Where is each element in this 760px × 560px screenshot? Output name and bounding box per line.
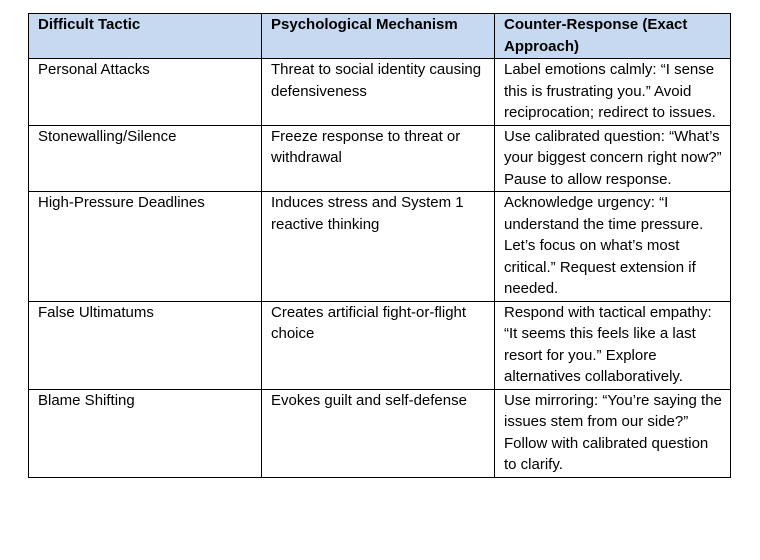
cell-tactic: High-Pressure Deadlines [29, 192, 262, 302]
table-header-row [29, 14, 731, 59]
cell-response: Respond with tactical empathy: “It seems this feels like a last resort for you.” Explore alternatives collaboratively. [495, 301, 731, 389]
cell-tactic: Personal Attacks [29, 59, 262, 126]
column-header-tactic: Difficult Tactic [29, 14, 262, 59]
column-header-mechanism: Psychological Mechanism [262, 14, 495, 59]
cell-tactic: Blame Shifting [29, 389, 262, 477]
cell-response: Acknowledge urgency: “I understand the time pressure. Let’s focus on what’s most critical.” Request extension if needed. [495, 192, 731, 302]
table-row [29, 125, 731, 192]
column-header-response: Counter-Response (Exact Approach) [495, 14, 731, 59]
cell-mechanism: Freeze response to threat or withdrawal [262, 125, 495, 192]
cell-tactic: Stonewalling/Silence [29, 125, 262, 192]
cell-response: Label emotions calmly: “I sense this is frustrating you.” Avoid reciprocation; redirect to issues. [495, 59, 731, 126]
cell-tactic: False Ultimatums [29, 301, 262, 389]
table-row [29, 192, 731, 302]
table-row [29, 301, 731, 389]
table-row [29, 59, 731, 126]
cell-response: Use calibrated question: “What’s your biggest concern right now?” Pause to allow response. [495, 125, 731, 192]
tactics-table [28, 13, 731, 478]
cell-mechanism: Induces stress and System 1 reactive thinking [262, 192, 495, 302]
cell-mechanism: Evokes guilt and self-defense [262, 389, 495, 477]
cell-mechanism: Creates artificial fight-or-flight choice [262, 301, 495, 389]
cell-mechanism: Threat to social identity causing defensiveness [262, 59, 495, 126]
table-row [29, 389, 731, 477]
cell-response: Use mirroring: “You’re saying the issues stem from our side?” Follow with calibrated question to clarify. [495, 389, 731, 477]
